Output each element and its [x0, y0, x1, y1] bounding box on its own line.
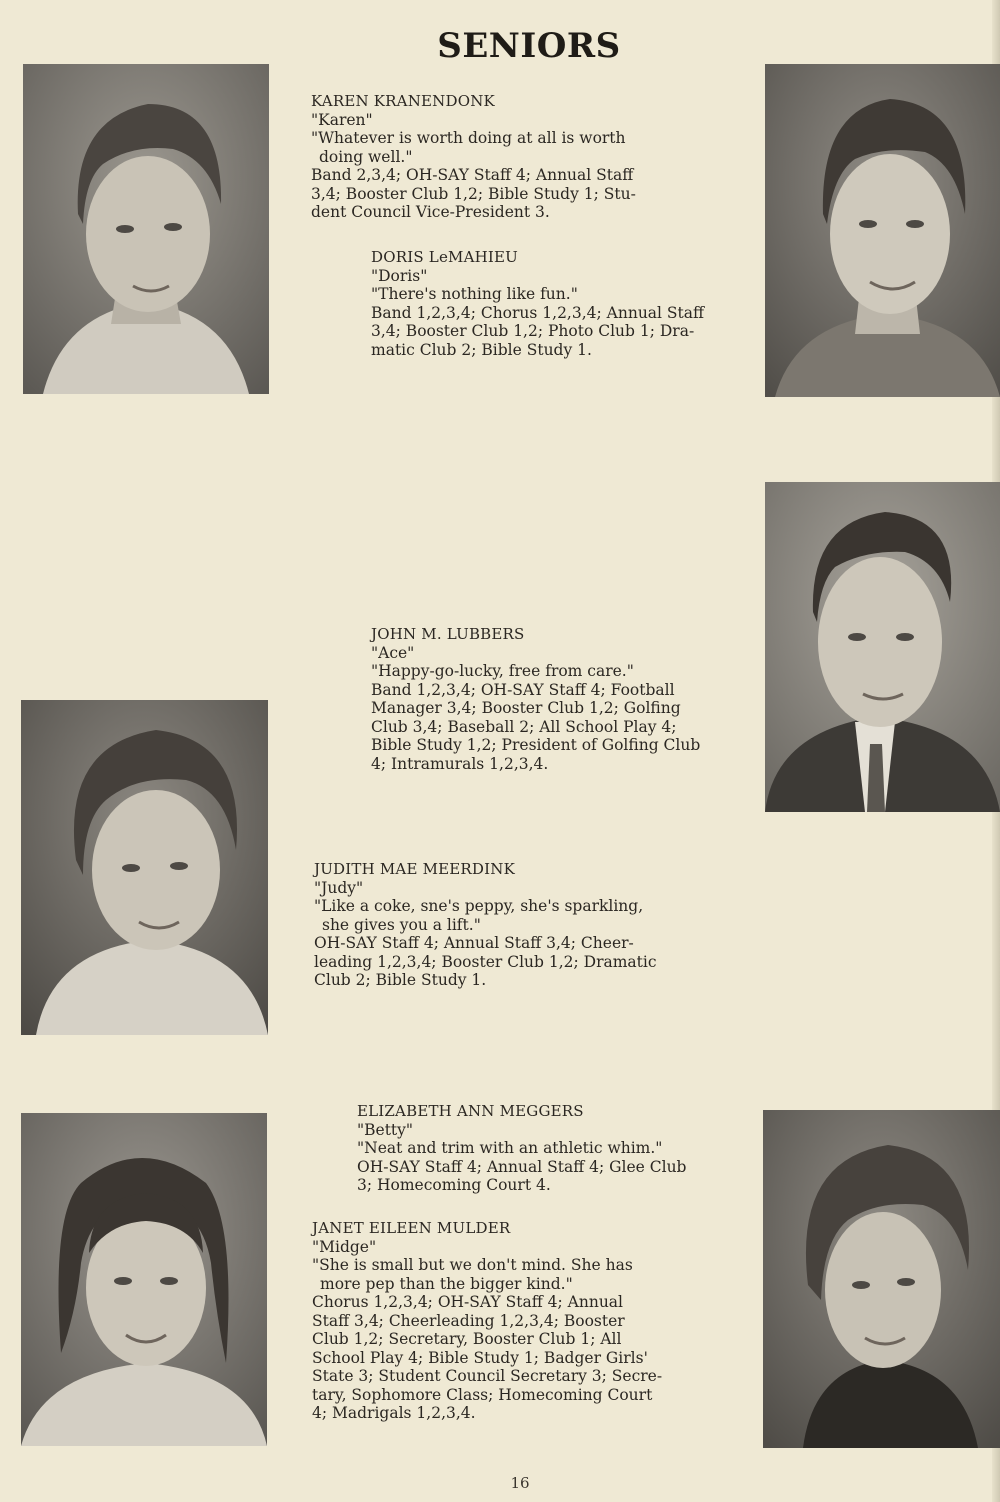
portrait-photo-elizabeth: [21, 1113, 267, 1446]
activity-line: leading 1,2,3,4; Booster Club 1,2; Dramatic: [314, 952, 657, 971]
student-entry-judith: [314, 860, 714, 990]
activity-line: 3,4; Booster Club 1,2; Bible Study 1; Stu-: [311, 184, 636, 203]
activity-line: Band 1,2,3,4; OH-SAY Staff 4; Football: [371, 680, 675, 699]
student-nickname: "Midge": [312, 1237, 377, 1256]
student-quote-line: she gives you a lift.": [322, 915, 481, 934]
student-entry-karen: [311, 92, 691, 222]
portrait-photo-karen: [23, 64, 269, 394]
activity-line: Club 3,4; Baseball 2; All School Play 4;: [371, 717, 677, 736]
activity-line: 3,4; Booster Club 1,2; Photo Club 1; Dra-: [371, 322, 695, 340]
student-entry-doris: [371, 248, 751, 359]
activity-line: matic Club 2; Bible Study 1.: [371, 340, 592, 359]
activity-line: Bible Study 1,2; President of Golfing Club: [371, 736, 701, 754]
page-title: SENIORS: [437, 26, 621, 66]
student-name: JOHN M. LUBBERS: [371, 625, 525, 643]
student-quote-line: "Like a coke, sne's peppy, she's sparkling,: [314, 897, 644, 915]
student-entry-elizabeth: [357, 1102, 737, 1195]
activity-line: 3; Homecoming Court 4.: [357, 1176, 551, 1194]
activity-line: dent Council Vice-President 3.: [311, 203, 550, 221]
student-quote-line: "Whatever is worth doing at all is worth: [311, 129, 626, 147]
activity-line: 4; Intramurals 1,2,3,4.: [371, 754, 549, 773]
activity-line: State 3; Student Council Secretary 3; Secre-: [312, 1367, 663, 1385]
student-quote-line: "She is small but we don't mind. She has: [312, 1256, 633, 1274]
student-quote-line: "Happy-go-lucky, free from care.": [371, 662, 634, 680]
student-nickname: "Doris": [371, 266, 428, 285]
portrait-photo-doris: [765, 64, 1000, 397]
student-name: ELIZABETH ANN MEGGERS: [357, 1102, 584, 1120]
activity-line: tary, Sophomore Class; Homecoming Court: [312, 1385, 653, 1404]
student-quote-line: "There's nothing like fun.": [371, 285, 578, 303]
portrait-photo-judith: [21, 700, 268, 1035]
student-quote-line: more pep than the bigger kind.": [320, 1274, 573, 1293]
activity-line: OH-SAY Staff 4; Annual Staff 4; Glee Club: [357, 1157, 687, 1176]
student-entry-john: [371, 625, 751, 773]
activity-line: OH-SAY Staff 4; Annual Staff 3,4; Cheer-: [314, 934, 634, 952]
student-entry-janet: [312, 1219, 712, 1423]
activity-line: Manager 3,4; Booster Club 1,2; Golfing: [371, 699, 681, 717]
student-nickname: "Karen": [311, 110, 373, 129]
activity-line: Club 1,2; Secretary, Booster Club 1; All: [312, 1330, 622, 1348]
student-name: KAREN KRANENDONK: [311, 92, 495, 110]
student-name: JANET EILEEN MULDER: [312, 1219, 511, 1237]
activity-line: Chorus 1,2,3,4; OH-SAY Staff 4; Annual: [312, 1293, 624, 1311]
student-quote-line: doing well.": [319, 147, 413, 166]
activity-line: Club 2; Bible Study 1.: [314, 971, 487, 989]
activity-line: Band 2,3,4; OH-SAY Staff 4; Annual Staff: [311, 166, 634, 184]
student-nickname: "Judy": [314, 878, 364, 897]
activity-line: 4; Madrigals 1,2,3,4.: [312, 1404, 476, 1422]
student-name: JUDITH MAE MEERDINK: [314, 860, 516, 878]
student-name: DORIS LeMAHIEU: [371, 248, 519, 266]
page-number: 16: [510, 1474, 530, 1492]
student-nickname: "Betty": [357, 1120, 414, 1139]
portrait-photo-janet: [763, 1110, 1000, 1448]
activity-line: School Play 4; Bible Study 1; Badger Girls': [312, 1348, 648, 1367]
student-quote-line: "Neat and trim with an athletic whim.": [357, 1139, 663, 1157]
activity-line: Staff 3,4; Cheerleading 1,2,3,4; Booster: [312, 1311, 625, 1330]
activity-line: Band 1,2,3,4; Chorus 1,2,3,4; Annual Staff: [371, 303, 705, 322]
portrait-photo-john: [765, 482, 1000, 812]
student-nickname: "Ace": [371, 643, 415, 662]
